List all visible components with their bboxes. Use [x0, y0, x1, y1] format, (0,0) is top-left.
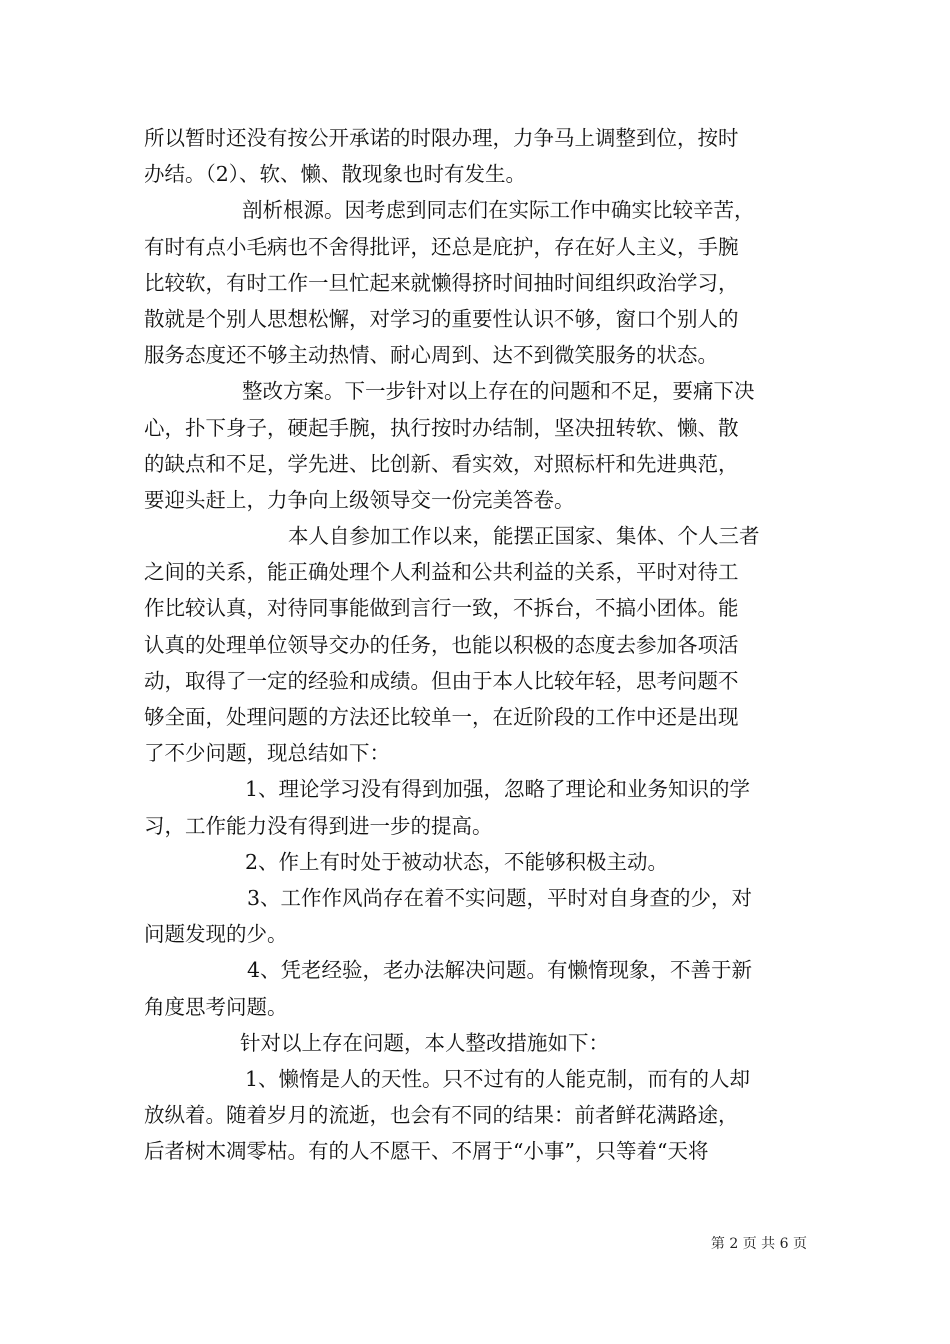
text-line: 心，扑下身子，硬起手腕，执行按时办结制，坚决扭转软、懒、散	[144, 415, 739, 440]
text-line: 所以暂时还没有按公开承诺的时限办理，力争马上调整到位，按时	[144, 126, 739, 150]
list-item-line: 3、工作作风尚存在着不实问题，平时对自身查的少，对	[247, 885, 753, 910]
text-line: 认真的处理单位领导交办的任务，也能以积极的态度去参加各项活	[144, 632, 739, 657]
text-line: 之间的关系，能正确处理个人利益和公共利益的关系，平时对待工	[144, 560, 739, 585]
page-number-footer: 第 2 页 共 6 页	[710, 1236, 807, 1252]
text-line: 作比较认真，对待同事能做到言行一致，不拆台，不搞小团体。能	[144, 596, 739, 621]
text-line: 比较软，有时工作一旦忙起来就懒得挤时间抽时间组织政治学习，	[144, 270, 739, 295]
text-line: 了不少问题，现总结如下：	[144, 741, 390, 766]
text-line: 有时有点小毛病也不舍得批评，还总是庇护，存在好人主义，手腕	[144, 234, 739, 259]
text-line: 后者树木凋零枯。有的人不愿干、不屑于“小事”，只等着“天将	[144, 1139, 709, 1164]
text-line: 散就是个别人思想松懈，对学习的重要性认识不够，窗口个别人的	[144, 306, 739, 331]
text-line: 办结。（2）、软、懒、散现象也时有发生。	[144, 162, 527, 187]
list-item-line: 1、理论学习没有得到加强，忽略了理论和业务知识的学	[245, 777, 751, 802]
list-item-line: 4、凭老经验，老办法解决问题。有懒惰现象，不善于新	[247, 958, 753, 983]
paragraph-start-line: 本人自参加工作以来，能摆正国家、集体、个人三者	[288, 524, 760, 549]
list-item-line: 1、懒惰是人的天性。只不过有的人能克制，而有的人却	[245, 1066, 751, 1091]
paragraph-start-line: 针对以上存在问题，本人整改措施如下：	[240, 1030, 609, 1055]
text-line: 要迎头赶上，力争向上级领导交一份完美答卷。	[144, 487, 575, 512]
text-line: 的缺点和不足，学先进、比创新、看实效，对照标杆和先进典范，	[144, 451, 739, 476]
text-line: 放纵着。随着岁月的流逝，也会有不同的结果：前者鲜花满路途，	[144, 1103, 739, 1128]
text-line: 角度思考问题。	[144, 994, 288, 1019]
paragraph-heading-line: 剖析根源。因考虑到同志们在实际工作中确实比较辛苦，	[242, 198, 755, 223]
text-line: 习，工作能力没有得到进一步的提高。	[144, 813, 493, 838]
text-line: 服务态度还不够主动热情、耐心周到、达不到微笑服务的状态。	[144, 343, 718, 368]
paragraph-heading-line: 整改方案。下一步针对以上存在的问题和不足，要痛下决	[242, 379, 755, 404]
text-line: 动，取得了一定的经验和成绩。但由于本人比较年轻，思考问题不	[144, 668, 739, 693]
document-body	[144, 120, 808, 1169]
text-line: 够全面，处理问题的方法还比较单一，在近阶段的工作中还是出现	[144, 705, 739, 729]
text-line: 问题发现的少。	[144, 922, 288, 947]
list-item-line: 2、作上有时处于被动状态，不能够积极主动。	[245, 849, 669, 874]
